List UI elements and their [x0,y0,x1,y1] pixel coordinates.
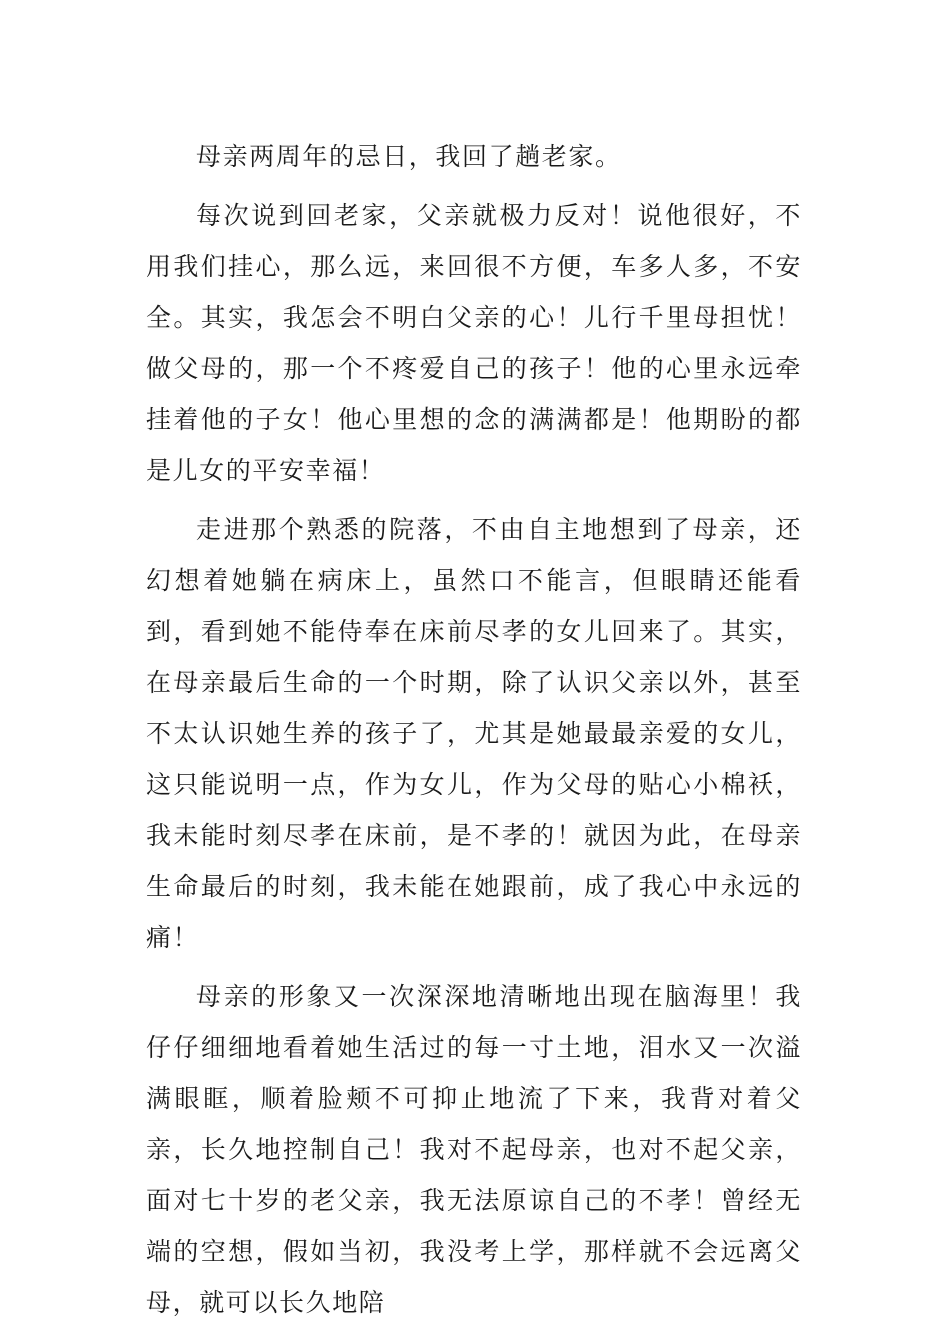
paragraph-2: 每次说到回老家，父亲就极力反对！说他很好，不用我们挂心，那么远，来回很不方便，车多人多，不安全。其实，我怎会不明白父亲的心！儿行千里母担忧！做父母的，那一个不疼爱自己的孩子！他的心里永远牵挂着他的子女！他心里想的念的满满都是！他期盼的都是儿女的平安幸福！ [146,201,802,485]
document-body [146,131,802,1336]
paragraph-4: 母亲的形象又一次深深地清晰地出现在脑海里！我仔仔细细地看着她生活过的每一寸土地，泪水又一次溢满眼眶，顺着脸颊不可抑止地流了下来，我背对着父亲，长久地控制自己！我对不起母亲，也对不起父亲，面对七十岁的老父亲，我无法原谅自己的不孝！曾经无端的空想，假如当初，我没考上学，那样就不会远离父母，就可以长久地陪 [146,982,802,1317]
paragraph-3: 走进那个熟悉的院落，不由自主地想到了母亲，还幻想着她躺在病床上，虽然口不能言，但眼睛还能看到，看到她不能侍奉在床前尽孝的女儿回来了。其实，在母亲最后生命的一个时期，除了认识父亲以外，甚至不太认识她生养的孩子了，尤其是她最最亲爱的女儿，这只能说明一点，作为女儿，作为父母的贴心小棉袄，我未能时刻尽孝在床前，是不孝的！就因为此，在母亲生命最后的时刻，我未能在她跟前，成了我心中永远的痛！ [146,515,802,952]
paragraph-1: 母亲两周年的忌日，我回了趟老家。 [196,142,622,171]
